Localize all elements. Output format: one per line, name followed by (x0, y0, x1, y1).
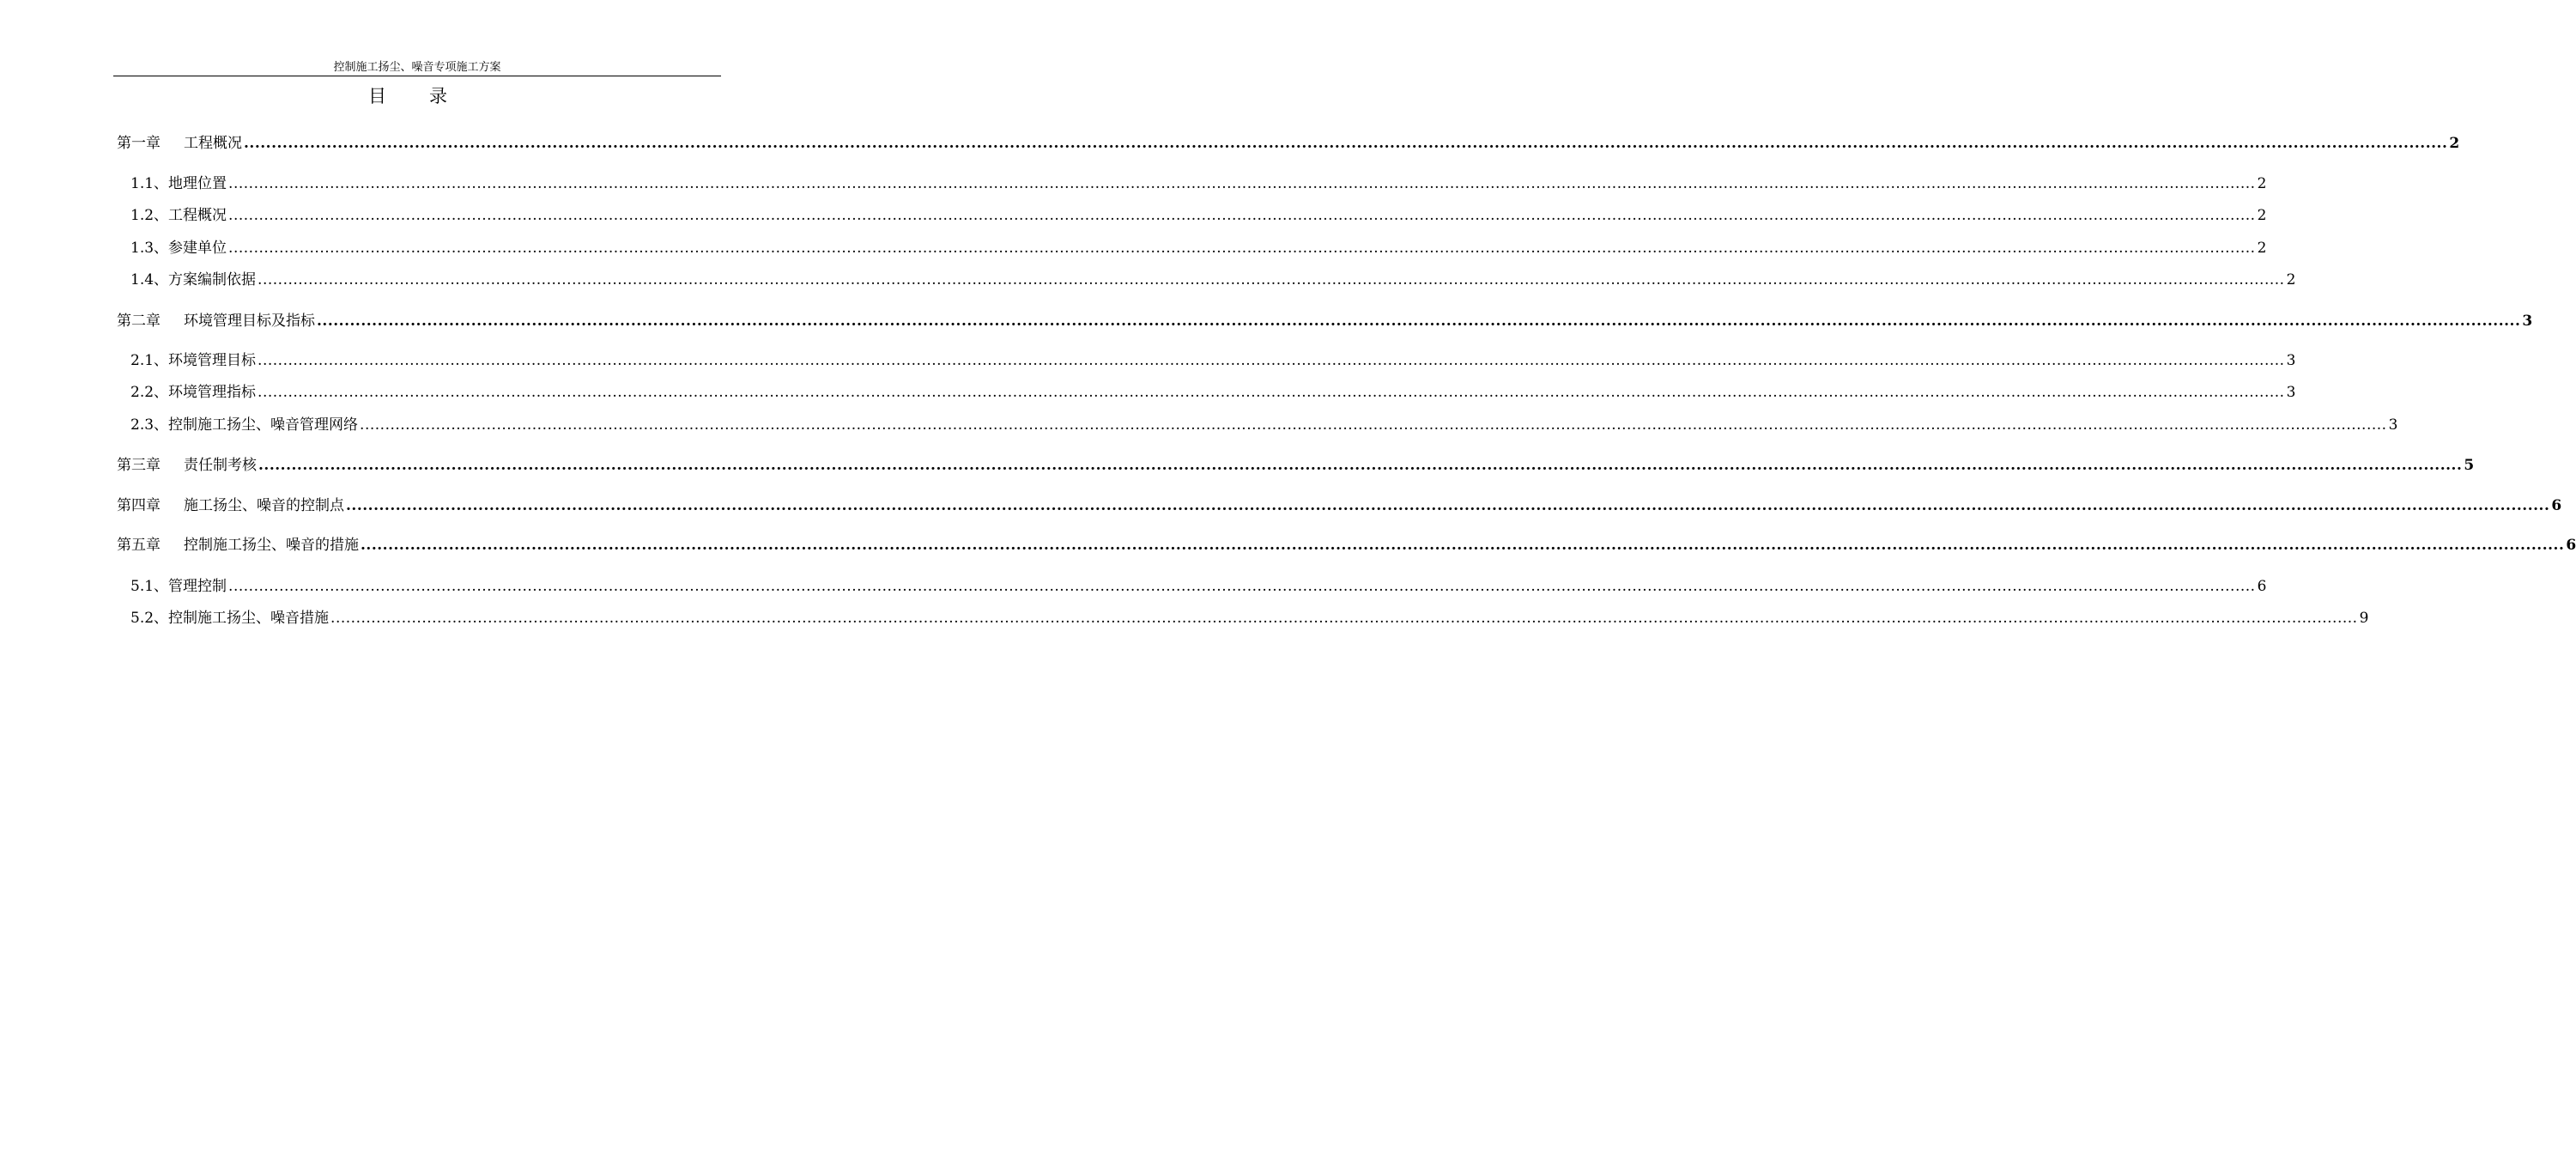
toc-dot-leader: ................................................................................................................................................................................................................................................................................................................................................................................................................ (228, 207, 2256, 224)
toc-entry-label: 环境管理指标 (168, 384, 257, 401)
toc-entry-section-5-1[interactable] (130, 576, 2267, 597)
toc-entry-page: 2 (2257, 175, 2267, 192)
toc-entry-number: 5.1、 (130, 578, 169, 595)
toc-dot-leader: ................................................................................................................................................................................................................................................................................................................................................................................................................ (360, 416, 2387, 434)
toc-entry-number: 1.4、 (130, 271, 169, 288)
toc-dot-leader: ................................................................................................................................................................................................................................................................................................................................................................................................................ (228, 240, 2256, 257)
toc-entry-page: 9 (2359, 610, 2369, 627)
toc-dot-leader: ................................................................................................................................................................................................................................................................................................................................................................................................................ (244, 135, 2448, 152)
toc-entry-section-5-2[interactable] (130, 608, 2369, 629)
toc-entry-label: 地理位置 (168, 175, 227, 192)
toc-entry-page: 5 (2464, 457, 2475, 474)
toc-entry-chapter-4[interactable] (117, 495, 2562, 516)
toc-entry-section-2-3[interactable] (130, 415, 2398, 435)
toc-entry-page: 6 (2551, 497, 2562, 514)
toc-entry-label: 参建单位 (168, 240, 227, 257)
toc-dot-leader: ................................................................................................................................................................................................................................................................................................................................................................................................................ (317, 313, 2521, 330)
toc-title-right: 录 (429, 86, 447, 106)
toc-entry-page: 2 (2286, 271, 2296, 288)
toc-entry-chapter-1[interactable] (117, 133, 2460, 154)
toc-entry-chapter-2[interactable] (117, 311, 2533, 331)
toc-entry-label: 控制施工扬尘、噪音的措施 (184, 537, 359, 554)
toc-entry-page: 2 (2257, 207, 2267, 224)
toc-entry-label: 工程概况 (184, 135, 242, 152)
toc-entry-chapter-5[interactable] (117, 535, 2576, 556)
toc-entry-chapter-3[interactable] (117, 455, 2475, 476)
toc-entry-number: 第三章 (117, 457, 161, 474)
toc-entry-page: 3 (2286, 352, 2296, 369)
toc-entry-page: 3 (2286, 384, 2296, 401)
toc-entry-page: 2 (2257, 240, 2267, 257)
toc-entry-number: 第四章 (117, 497, 161, 514)
toc-entry-number: 第五章 (117, 537, 161, 554)
toc-entry-label: 施工扬尘、噪音的控制点 (184, 497, 344, 514)
toc-dot-leader: ................................................................................................................................................................................................................................................................................................................................................................................................................ (258, 352, 2285, 369)
toc-entry-section-1-2[interactable] (130, 205, 2267, 226)
toc-entry-label: 责任制考核 (184, 457, 257, 474)
toc-entry-page: 6 (2566, 537, 2576, 554)
toc-entry-number: 1.3、 (130, 240, 169, 257)
toc-dot-leader: ................................................................................................................................................................................................................................................................................................................................................................................................................ (228, 578, 2256, 595)
toc-entry-number: 第二章 (117, 313, 161, 330)
toc-entry-number: 2.3、 (130, 416, 169, 434)
toc-entry-page: 3 (2522, 313, 2533, 330)
toc-dot-leader: ................................................................................................................................................................................................................................................................................................................................................................................................................ (346, 497, 2550, 514)
toc-dot-leader: ................................................................................................................................................................................................................................................................................................................................................................................................................ (258, 384, 2285, 401)
toc-entry-page: 2 (2449, 135, 2460, 152)
toc-entry-section-2-1[interactable] (130, 350, 2296, 371)
toc-entry-page: 3 (2388, 416, 2398, 434)
running-header: 控制施工扬尘、噪音专项施工方案 (333, 61, 501, 74)
toc-dot-leader: ................................................................................................................................................................................................................................................................................................................................................................................................................ (258, 271, 2285, 288)
toc-entry-label: 环境管理目标 (168, 352, 257, 369)
toc-entry-number: 1.1、 (130, 175, 169, 192)
toc-dot-leader: ................................................................................................................................................................................................................................................................................................................................................................................................................ (361, 537, 2565, 554)
toc-entry-section-1-4[interactable] (130, 270, 2296, 290)
toc-entry-number: 第一章 (117, 135, 161, 152)
toc-entry-section-1-3[interactable] (130, 238, 2267, 258)
toc-entry-label: 控制施工扬尘、噪音管理网络 (168, 416, 359, 434)
toc-entry-number: 5.2、 (130, 610, 169, 627)
toc-dot-leader: ................................................................................................................................................................................................................................................................................................................................................................................................................ (258, 457, 2463, 474)
toc-entry-label: 工程概况 (168, 207, 227, 224)
toc-entry-section-1-1[interactable] (130, 173, 2267, 194)
toc-entry-label: 环境管理目标及指标 (184, 313, 315, 330)
toc-dot-leader: ................................................................................................................................................................................................................................................................................................................................................................................................................ (228, 175, 2256, 192)
toc-entry-page: 6 (2257, 578, 2267, 595)
toc-entry-section-2-2[interactable] (130, 382, 2296, 403)
toc-entry-label: 管理控制 (168, 578, 227, 595)
toc-entry-number: 2.2、 (130, 384, 169, 401)
toc-entry-number: 2.1、 (130, 352, 169, 369)
toc-dot-leader: ................................................................................................................................................................................................................................................................................................................................................................................................................ (330, 610, 2358, 627)
toc-entry-label: 控制施工扬尘、噪音措施 (168, 610, 330, 627)
toc-entry-number: 1.2、 (130, 207, 169, 224)
toc-title-left: 目 (368, 86, 386, 106)
toc-entry-label: 方案编制依据 (168, 271, 257, 288)
